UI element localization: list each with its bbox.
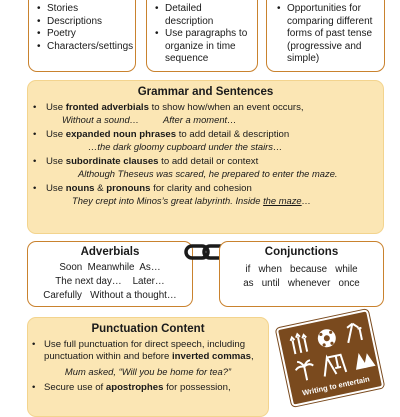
point-keyword: pronouns — [106, 183, 151, 194]
word-row: as until whenever once — [243, 278, 360, 289]
tense-list — [267, 0, 384, 66]
example-part: They crept into Minos’s great labyrinth. Inside — [72, 195, 264, 206]
word-row: Carefully Without a thought… — [43, 290, 177, 301]
punctuation-point — [28, 339, 268, 363]
point-text: Use — [46, 102, 66, 113]
point-keyword: expanded noun phrases — [65, 129, 177, 140]
point-keyword: fronted adverbials — [65, 102, 149, 113]
point-text: , — [250, 351, 254, 362]
list-item: • Use paragraphs to organize in time sequence — [155, 28, 251, 66]
point-text: for clarity and cohesion — [150, 183, 252, 194]
list-item: • Descriptions — [37, 16, 135, 29]
grammar-example: Although Theseus was scared, he prepared to enter the maze. — [78, 168, 338, 179]
genres-box — [28, 0, 136, 72]
structure-box — [146, 0, 258, 72]
trees-icon — [353, 350, 376, 370]
genres-list — [29, 0, 135, 53]
grammar-example: …the dark gloomy cupboard under the stairs… — [88, 141, 283, 152]
list-item: • Characters/settings — [37, 41, 135, 54]
adverbials-title: Adverbials — [80, 246, 140, 258]
conjunctions-box — [219, 241, 384, 307]
point-text: to add detail or context — [158, 156, 259, 167]
list-item: • Stories — [37, 3, 135, 16]
point-text: to add detail & description — [176, 129, 290, 140]
adverbials-box — [27, 241, 193, 307]
example-part: Without a sound… — [62, 114, 140, 125]
punctuation-panel — [27, 317, 269, 417]
beach-icon — [345, 322, 364, 343]
point-text: Secure use of — [44, 382, 106, 393]
ball-icon — [316, 328, 337, 349]
point-text: to show how/when an event occurs, — [148, 102, 304, 113]
point-text: for possession, — [163, 382, 231, 393]
swing-icon — [321, 354, 346, 376]
tense-box — [266, 0, 385, 72]
word-row: if when because while — [245, 264, 358, 275]
point-keyword: inverted commas — [172, 351, 251, 362]
point-text: Use full punctuation for direct speech, including punctuation within and before — [44, 339, 246, 362]
list-item: • Opportunities for comparing different forms of past tense (progressive and simple) — [277, 3, 378, 66]
punctuation-example: Mum asked, “Will you be home for tea?” — [64, 366, 232, 377]
list-item: • Poetry — [37, 28, 135, 41]
grammar-point — [28, 102, 383, 114]
palm-tree-icon — [294, 359, 316, 382]
example-part: … — [301, 195, 312, 206]
grammar-point — [28, 129, 383, 141]
structure-list — [147, 0, 257, 66]
point-keyword: apostrophes — [105, 382, 164, 393]
writing-to-entertain-sign — [276, 309, 385, 407]
punctuation-title: Punctuation Content — [91, 323, 205, 335]
sign-label: Writing to entertain — [301, 374, 371, 398]
grammar-point — [28, 183, 383, 195]
grammar-example — [28, 114, 383, 126]
list-item: • Detailed description — [155, 3, 251, 28]
punctuation-point — [28, 382, 268, 394]
example-part: the maze — [263, 195, 302, 206]
word-row: Soon Meanwhile As… — [59, 262, 161, 273]
conjunctions-title: Conjunctions — [264, 246, 339, 258]
point-text: Use — [46, 156, 66, 167]
grammar-panel — [27, 80, 384, 234]
castle-icon — [290, 333, 310, 355]
word-row: The next day… Later… — [55, 276, 165, 287]
point-text: Use — [46, 129, 66, 140]
grammar-point — [28, 156, 383, 168]
grammar-example — [28, 195, 383, 207]
point-keyword: nouns — [65, 183, 95, 194]
point-text: & — [94, 183, 107, 194]
grammar-title: Grammar and Sentences — [137, 86, 274, 98]
point-text: Use — [46, 183, 66, 194]
point-keyword: subordinate clauses — [65, 156, 159, 167]
example-part: After a moment… — [163, 114, 237, 125]
